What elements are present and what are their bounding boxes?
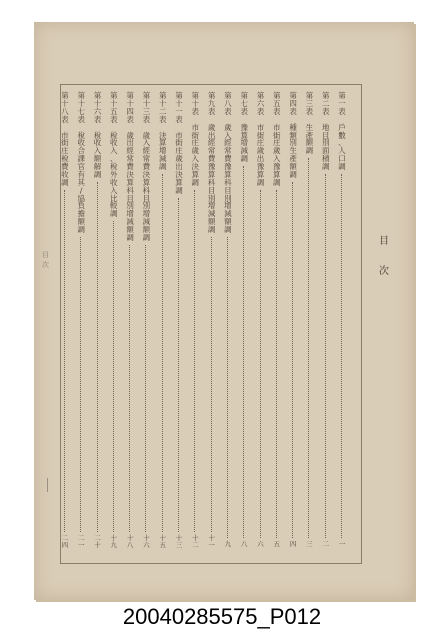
toc-entry-title: 生 產 額 調 xyxy=(305,122,314,156)
toc-entry-leader xyxy=(145,245,147,532)
toc-entry xyxy=(222,91,234,548)
toc-entry xyxy=(336,91,348,548)
toc-entry-page: 三 xyxy=(306,540,313,548)
toc-entry-leader xyxy=(178,198,180,532)
toc-entry xyxy=(255,91,267,548)
toc-entry-leader xyxy=(276,190,278,538)
toc-entry-label: 第 十 三 表 xyxy=(142,91,151,124)
toc-entry-label: 第 八 表 xyxy=(224,91,232,116)
toc-entry-label: 第 十 七 表 xyxy=(77,91,85,124)
toc-entry-title: 市 街 庄 稅 費 收 調 xyxy=(61,130,69,187)
toc-entry-title: 歲 入 經 常 費 豫 算 科 目 別 增 減 額 調 xyxy=(224,122,232,234)
toc-entry-leader xyxy=(129,245,131,532)
side-tick xyxy=(47,478,48,492)
toc-entry-page: 五 xyxy=(273,540,281,548)
side-label: 目 次 xyxy=(42,251,49,269)
toc-entry-label: 第 一 表 xyxy=(338,91,346,116)
toc-entry-page: 十 五 xyxy=(159,534,166,549)
toc-entry xyxy=(287,91,299,548)
toc-entry-leader xyxy=(292,182,294,538)
toc-entry xyxy=(157,91,169,549)
toc-entry-page: 二 一 xyxy=(77,534,85,549)
toc-entry xyxy=(59,91,71,549)
toc-entry-title: 戶 數 、 人 口 調 xyxy=(338,122,346,171)
toc-entry-page: 八 xyxy=(240,540,248,548)
toc-entry-title: 地 目 別 面 積 調 xyxy=(321,122,330,171)
toc-entry-leader xyxy=(243,166,245,538)
toc-entry-title: 種 類 別 生 產 額 調 xyxy=(289,122,297,179)
toc-entry-label: 第 十 表 xyxy=(191,91,200,116)
toc-entry-title: 稅 收 入 額 解 調 xyxy=(93,130,102,179)
toc-entry-page: 四 xyxy=(289,540,297,548)
toc-entry-page: 二 xyxy=(322,540,329,548)
toc-entry-leader xyxy=(227,237,229,538)
toc-heading-char-1: 目 xyxy=(379,236,389,247)
toc-entry-page: 十 二 xyxy=(192,534,199,549)
toc-entry-title: 市 街 庄 歲 入 豫 算 調 xyxy=(273,122,281,187)
toc-entry-label: 第 四 表 xyxy=(289,91,297,116)
toc-entry-leader xyxy=(162,174,164,532)
toc-entry xyxy=(124,91,136,549)
toc-entry-page: 十 三 xyxy=(175,534,183,549)
toc-entry-title: 歲 出 經 常 費 豫 算 科 目 別 增 減 額 調 xyxy=(207,122,216,234)
toc-entry-label: 第 五 表 xyxy=(273,91,281,116)
toc-entry-leader xyxy=(97,182,99,532)
toc-entry xyxy=(75,91,87,549)
toc-entry-label: 第 十 六 表 xyxy=(93,91,102,124)
toc-entry-leader xyxy=(194,190,196,532)
toc-heading-char-2: 次 xyxy=(379,266,389,277)
toc-entry-label: 第 十 一 表 xyxy=(175,91,183,124)
toc-entry xyxy=(92,91,104,549)
toc-entry xyxy=(108,91,120,549)
toc-entry-label: 第 三 表 xyxy=(305,91,314,116)
toc-entry-label: 第 九 表 xyxy=(207,91,216,116)
toc-entry-title: 市 街 庄 歲 出 豫 算 調 xyxy=(256,122,265,187)
toc-entry-title: 市 街 庄 歲 出 決 算 調 xyxy=(175,130,183,195)
toc-entry-page: 一 xyxy=(338,540,346,548)
toc-entry-title: 決 算 增 減 調 xyxy=(158,130,167,171)
toc-entry-leader xyxy=(325,174,327,538)
image-id-caption: 20040285575_P012 xyxy=(122,604,322,629)
toc-entry xyxy=(189,91,201,549)
toc-entry-leader xyxy=(64,190,66,532)
toc-entry-title: 稅 收 合 課 官 有 其 / 協 負 擔 額 調 xyxy=(77,130,85,234)
toc-entry-label: 第 十 五 表 xyxy=(110,91,118,124)
toc-entry-label: 第 二 表 xyxy=(321,91,330,116)
toc-entry-page: 十 九 xyxy=(110,534,118,549)
toc-entry-title: 市 街 庄 歲 入 決 算 調 xyxy=(191,122,200,187)
toc-entry-title: 歲 入 經 常 費 決 算 科 目 別 增 減 額 調 xyxy=(142,130,151,242)
toc-entry-page: 十 六 xyxy=(143,534,150,549)
toc-entry-page: 六 xyxy=(257,540,264,548)
toc-entry-label: 第 十 二 表 xyxy=(158,91,167,124)
toc-entry-page: 二 四 xyxy=(61,534,69,549)
toc-heading xyxy=(379,232,389,277)
toc-entry xyxy=(238,91,250,548)
toc-entry-label: 第 六 表 xyxy=(256,91,265,116)
toc-entry xyxy=(320,91,332,548)
toc-entry-leader xyxy=(341,174,343,538)
toc-entry-page: 九 xyxy=(224,540,232,548)
toc-entry-leader xyxy=(260,190,262,538)
toc-entry-leader xyxy=(211,237,213,532)
toc-entry xyxy=(303,91,315,548)
toc-entry-leader xyxy=(113,221,115,532)
toc-entry-page: 十 一 xyxy=(208,534,215,549)
toc-entry-label: 第 七 表 xyxy=(240,91,248,116)
toc-entry-page: 二 十 xyxy=(94,534,101,549)
toc-entry-label: 第 十 四 表 xyxy=(126,91,134,124)
toc-entry xyxy=(271,91,283,548)
toc-entry-leader xyxy=(80,237,82,532)
toc-entry-leader xyxy=(308,158,310,538)
toc-entry-title: 歲 出 經 常 費 決 算 科 目 別 增 減 額 調 xyxy=(126,130,134,242)
toc-entry-title: 稅 收 入 、 稅 外 收 入 比 較 調 xyxy=(110,130,118,219)
toc-entry-title: 豫 算 增 減 調 xyxy=(240,122,248,164)
toc-entry xyxy=(140,91,152,549)
toc-entry-label: 第 十 八 表 xyxy=(61,91,69,124)
toc-entry-page: 十 八 xyxy=(126,534,134,549)
toc-entry xyxy=(173,91,185,549)
toc-entry xyxy=(206,91,218,549)
